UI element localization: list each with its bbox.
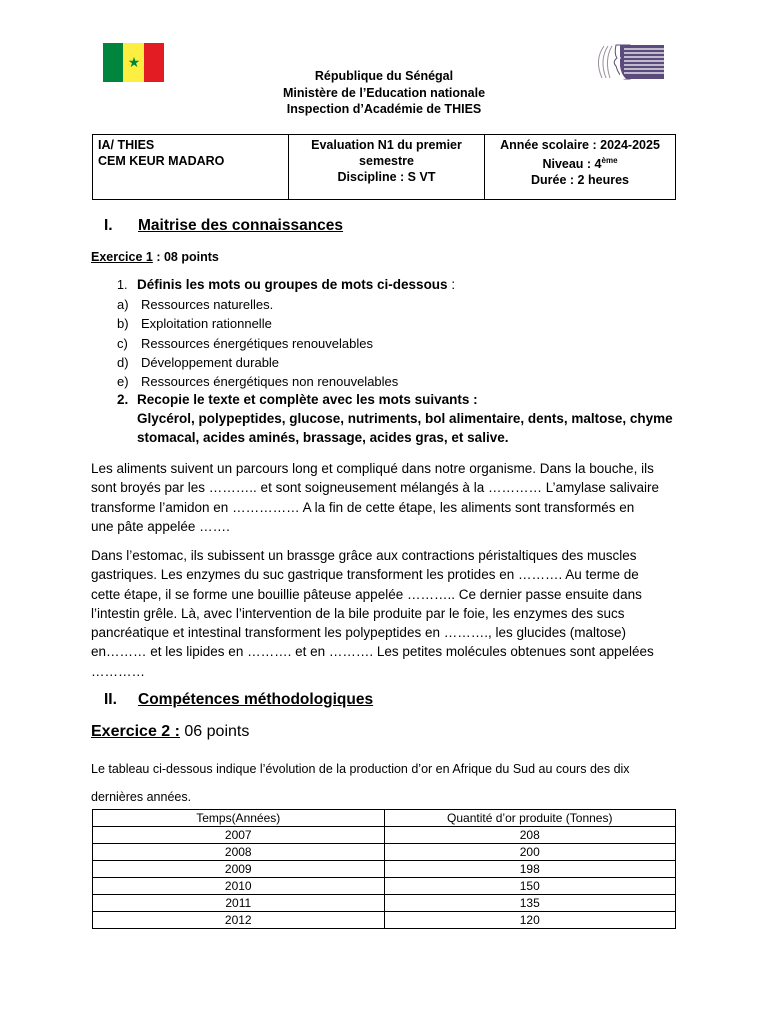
evaluation-semester: semestre — [359, 154, 414, 168]
question-2 — [117, 392, 478, 407]
quantity-cell: 200 — [384, 844, 676, 861]
year-cell: 2008 — [93, 844, 385, 861]
exercise-2-points: 06 points — [179, 723, 250, 740]
exercise-2-label: Exercice 2 : — [91, 723, 180, 740]
exercise-1-label: Exercice 1 — [91, 250, 153, 264]
question-2-text: Recopie le texte et complète avec les mots suivants : — [137, 392, 478, 407]
list-text: Ressources énergétiques renouvelables — [141, 336, 373, 351]
list-text: Développement durable — [141, 355, 280, 370]
text-line: gastriques. Les enzymes du suc gastrique transforment les protides en ………. Au terme de — [91, 567, 639, 583]
word-list-line-2: stomacal, acides aminés, brassage, acides gras, et salive. — [137, 430, 509, 445]
text-line: ………… — [91, 663, 145, 679]
list-marker: e) — [117, 374, 129, 389]
question-1-number: 1. — [117, 278, 128, 292]
year-cell: 2011 — [93, 895, 385, 912]
text-line: Dans l’estomac, ils subissent un brassge grâce aux contractions péristaltiques des muscles — [91, 548, 637, 563]
exam-info-table — [92, 134, 676, 200]
exercise-2-title — [91, 723, 249, 741]
school-year: Année scolaire : 2024-2025 — [500, 138, 660, 152]
word-list-line-1: Glycérol, polypeptides, glucose, nutriments, bol alimentaire, dents, maltose, chyme — [137, 411, 673, 426]
header — [0, 68, 768, 118]
column-header-year: Temps(Années) — [93, 810, 385, 827]
table-row — [93, 861, 676, 878]
text-line: dernières années. — [91, 790, 192, 804]
section-2-title — [104, 691, 373, 709]
year-cell: 2009 — [93, 861, 385, 878]
quantity-cell: 198 — [384, 861, 676, 878]
flag-star-icon: ★ — [127, 54, 141, 70]
table-row — [93, 844, 676, 861]
gold-production-table — [92, 809, 676, 929]
question-1 — [117, 277, 455, 292]
text-line: l’intestin grêle. Là, avec l’intervention de la bile produite par le foie, les enzymes des sucs — [91, 605, 625, 621]
list-text: Exploitation rationnelle — [141, 316, 272, 331]
question-1-suffix: : — [447, 277, 456, 292]
list-marker: b) — [117, 316, 129, 331]
list-marker: c) — [117, 336, 128, 351]
text-line: transforme l’amidon en …………… A la fin de cette étape, les aliments sont transformés en — [91, 499, 635, 515]
evaluation-title: Evaluation N1 du premier — [311, 138, 462, 152]
list-marker: a) — [117, 297, 129, 312]
list-item — [117, 355, 279, 370]
school-name: CEM KEUR MADARO — [98, 154, 225, 168]
list-text: Ressources naturelles. — [141, 297, 274, 312]
level-text: Niveau : 4 — [542, 157, 602, 172]
year-cell: 2007 — [93, 827, 385, 844]
text-line: Les aliments suivent un parcours long et compliqué dans notre organisme. Dans la bouche, ils — [91, 461, 654, 476]
question-1-text: Définis les mots ou groupes de mots ci-dessous — [137, 277, 448, 292]
schedule-cell — [485, 135, 676, 200]
section-1-title — [104, 217, 343, 235]
text-line: pancréatique et intestinal transforment les polypeptides en ………., les glucides (maltose) — [91, 625, 627, 641]
list-item — [117, 297, 273, 312]
section-2-text: Compétences méthodologiques — [138, 691, 374, 708]
quantity-cell: 135 — [384, 895, 676, 912]
text-line: en……… et les lipides en ………. et en ………. Les petites molécules obtenues sont appelées — [91, 644, 654, 660]
section-2-number: II. — [104, 691, 117, 708]
paragraph-2 — [91, 546, 681, 681]
duration: Durée : 2 heures — [531, 173, 629, 188]
text-line: cette étape, il se forme une bouillie pâteuse appelée ……….. Ce dernier passe ensuite dans — [91, 586, 642, 602]
quantity-cell: 120 — [384, 912, 676, 929]
text-line: Le tableau ci-dessous indique l’évolution de la production d’or en Afrique du Sud au cours des dix — [91, 762, 630, 776]
level-superscript: ème — [601, 156, 618, 165]
section-1-number: I. — [104, 217, 113, 234]
table-row — [93, 912, 676, 929]
year-cell: 2010 — [93, 878, 385, 895]
academy-label: IA/ THIES — [98, 138, 155, 152]
quantity-cell: 208 — [384, 827, 676, 844]
exercise-1-title — [91, 250, 219, 264]
paragraph-1 — [91, 459, 681, 536]
discipline: Discipline : S VT — [337, 170, 436, 184]
list-item — [117, 374, 398, 389]
exercise-1-points: : 08 points — [152, 250, 219, 264]
school-cell — [93, 135, 289, 200]
inspection-name: Inspection d’Académie de THIES — [286, 102, 482, 116]
table-row — [93, 827, 676, 844]
question-2-number: 2. — [117, 392, 129, 407]
text-line: une pâte appelée ……. — [91, 518, 230, 534]
evaluation-cell — [289, 135, 485, 200]
table-header-row — [93, 810, 676, 827]
column-header-quantity: Quantité d’or produite (Tonnes) — [384, 810, 676, 827]
quantity-cell: 150 — [384, 878, 676, 895]
country-name: République du Sénégal — [314, 69, 454, 83]
exercise-2-intro — [91, 755, 630, 811]
ministry-name: Ministère de l’Education nationale — [282, 85, 486, 100]
section-1-text: Maitrise des connaissances — [138, 217, 344, 234]
list-marker: d) — [117, 355, 129, 370]
level — [490, 153, 670, 172]
table-row — [93, 895, 676, 912]
text-line: sont broyés par les ……….. et sont soigneusement mélangés à la ………… L’amylase salivaire — [91, 480, 660, 496]
table-row — [93, 878, 676, 895]
list-item — [117, 316, 272, 331]
year-cell: 2012 — [93, 912, 385, 929]
list-text: Ressources énergétiques non renouvelables — [141, 374, 399, 389]
list-item — [117, 336, 373, 351]
